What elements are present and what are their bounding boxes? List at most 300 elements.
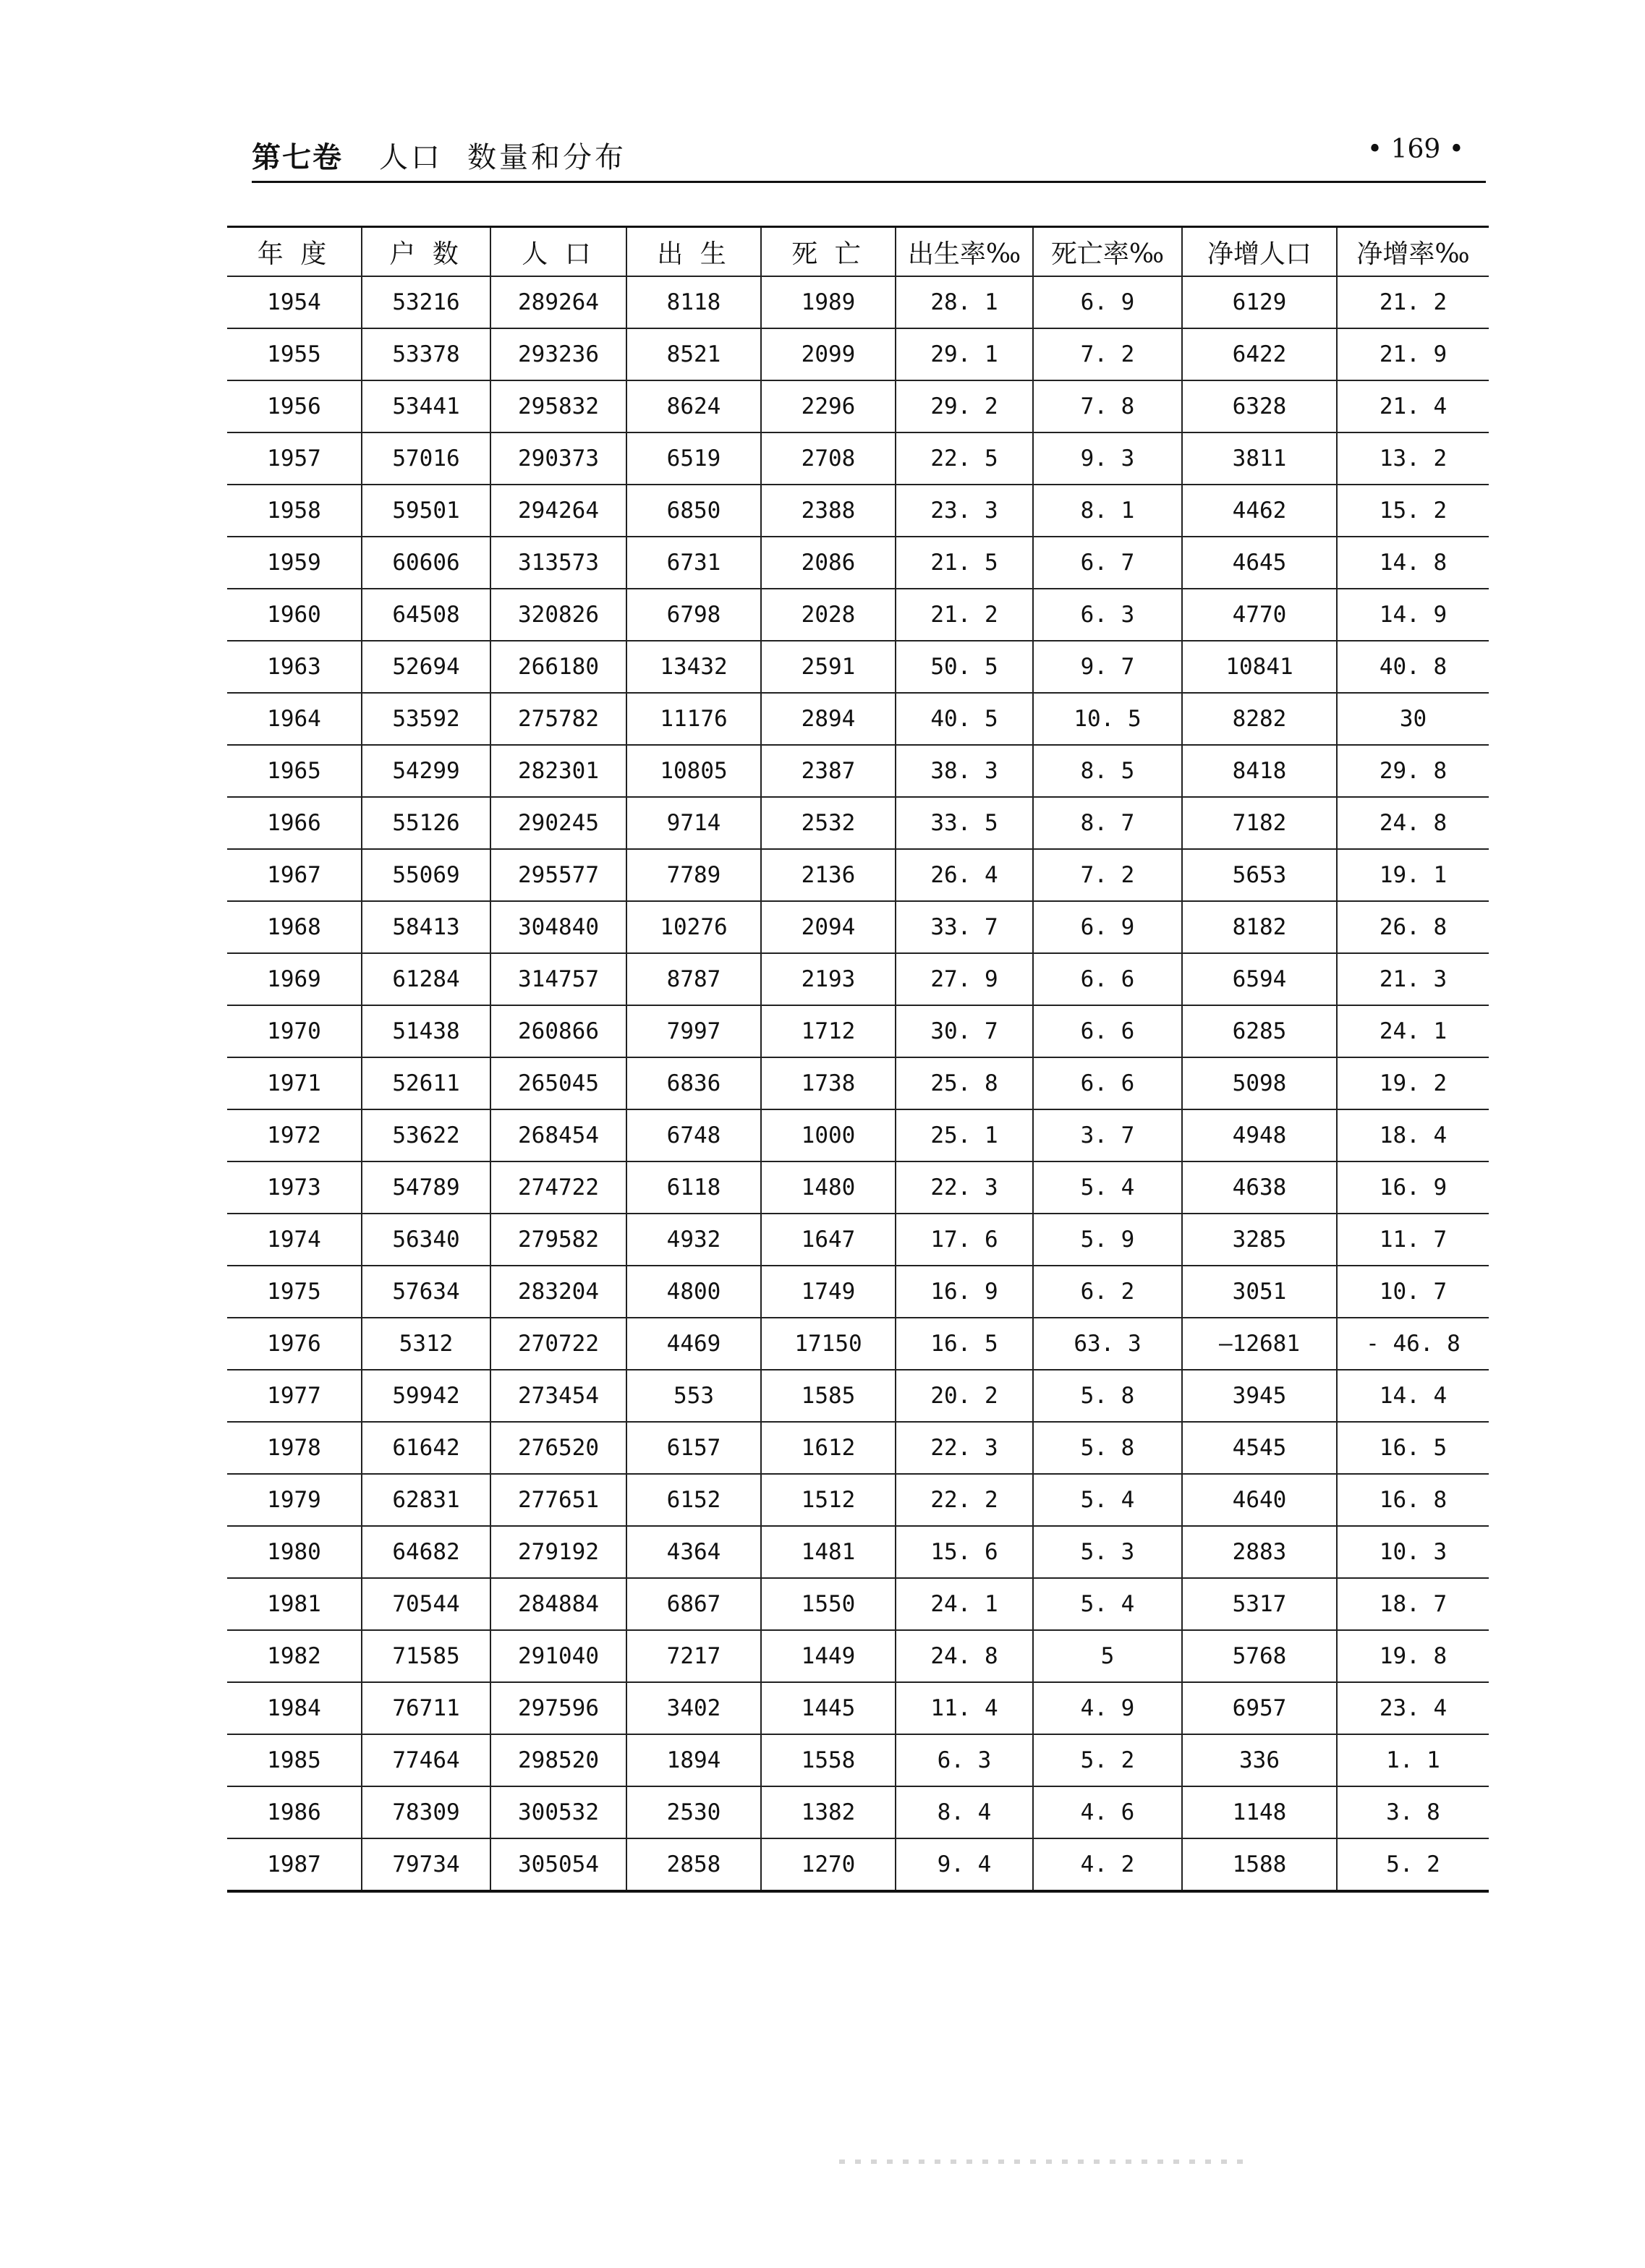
cell-births: 7217 (626, 1630, 761, 1682)
cell-year: 1954 (227, 276, 362, 328)
cell-net-increase: 6594 (1182, 953, 1337, 1005)
table-row (227, 849, 1489, 901)
cell-deaths: 1738 (761, 1057, 896, 1109)
table-row (227, 589, 1489, 641)
cell-death-rate: 7. 2 (1033, 328, 1182, 380)
cell-deaths: 1712 (761, 1005, 896, 1057)
cell-deaths: 1480 (761, 1161, 896, 1214)
cell-births: 6519 (626, 432, 761, 485)
cell-births: 553 (626, 1370, 761, 1422)
table-row (227, 745, 1489, 797)
cell-households: 52694 (362, 641, 490, 693)
table-row (227, 1786, 1489, 1838)
cell-year: 1955 (227, 328, 362, 380)
cell-death-rate: 8. 1 (1033, 485, 1182, 537)
cell-births: 8521 (626, 328, 761, 380)
table-row (227, 1161, 1489, 1214)
cell-year: 1974 (227, 1214, 362, 1266)
cell-birth-rate: 50. 5 (896, 641, 1033, 693)
cell-birth-rate: 25. 1 (896, 1109, 1033, 1161)
cell-death-rate: 4. 2 (1033, 1838, 1182, 1891)
cell-deaths: 2296 (761, 380, 896, 432)
cell-birth-rate: 21. 5 (896, 537, 1033, 589)
cell-birth-rate: 22. 3 (896, 1422, 1033, 1474)
cell-year: 1967 (227, 849, 362, 901)
cell-net-increase: 4948 (1182, 1109, 1337, 1161)
cell-households: 5312 (362, 1318, 490, 1370)
cell-net-increase: 4545 (1182, 1422, 1337, 1474)
page-number: • 169 • (1366, 135, 1464, 164)
cell-households: 54789 (362, 1161, 490, 1214)
cell-net-increase: 5317 (1182, 1578, 1337, 1630)
cell-death-rate: 9. 3 (1033, 432, 1182, 485)
cell-households: 61642 (362, 1422, 490, 1474)
cell-households: 57634 (362, 1266, 490, 1318)
cell-net-increase: 5098 (1182, 1057, 1337, 1109)
cell-deaths: 2193 (761, 953, 896, 1005)
table-row (227, 693, 1489, 745)
cell-deaths: 2086 (761, 537, 896, 589)
cell-net-rate: 15. 2 (1337, 485, 1489, 537)
cell-births: 4800 (626, 1266, 761, 1318)
cell-households: 78309 (362, 1786, 490, 1838)
cell-birth-rate: 21. 2 (896, 589, 1033, 641)
table-row (227, 1422, 1489, 1474)
cell-households: 60606 (362, 537, 490, 589)
cell-households: 64682 (362, 1526, 490, 1578)
table-row (227, 1474, 1489, 1526)
cell-birth-rate: 22. 3 (896, 1161, 1033, 1214)
scan-noise (839, 2160, 1244, 2164)
cell-birth-rate: 23. 3 (896, 485, 1033, 537)
cell-death-rate: 5. 9 (1033, 1214, 1182, 1266)
cell-net-increase: 3945 (1182, 1370, 1337, 1422)
cell-net-rate: 19. 8 (1337, 1630, 1489, 1682)
cell-households: 57016 (362, 432, 490, 485)
cell-net-increase: 5653 (1182, 849, 1337, 901)
cell-births: 4364 (626, 1526, 761, 1578)
cell-population: 300532 (490, 1786, 626, 1838)
col-header-birth-rate: 出生率‰ (896, 227, 1033, 277)
cell-births: 4469 (626, 1318, 761, 1370)
cell-death-rate: 5. 4 (1033, 1161, 1182, 1214)
volume-title: 第七卷 (252, 140, 343, 174)
cell-net-increase: 8282 (1182, 693, 1337, 745)
cell-net-increase: 1588 (1182, 1838, 1337, 1891)
cell-net-rate: 18. 7 (1337, 1578, 1489, 1630)
header-rule (252, 181, 1486, 183)
cell-deaths: 2388 (761, 485, 896, 537)
cell-households: 54299 (362, 745, 490, 797)
col-header-net-increase: 净增人口 (1182, 227, 1337, 277)
cell-death-rate: 5 (1033, 1630, 1182, 1682)
cell-households: 62831 (362, 1474, 490, 1526)
cell-births: 2858 (626, 1838, 761, 1891)
cell-year: 1975 (227, 1266, 362, 1318)
cell-population: 297596 (490, 1682, 626, 1734)
cell-birth-rate: 29. 2 (896, 380, 1033, 432)
cell-year: 1963 (227, 641, 362, 693)
running-header (252, 135, 1486, 178)
cell-births: 6748 (626, 1109, 761, 1161)
cell-households: 77464 (362, 1734, 490, 1786)
table-row (227, 1109, 1489, 1161)
cell-births: 4932 (626, 1214, 761, 1266)
cell-deaths: 1445 (761, 1682, 896, 1734)
cell-population: 304840 (490, 901, 626, 953)
cell-year: 1970 (227, 1005, 362, 1057)
table-row (227, 1266, 1489, 1318)
population-table (227, 226, 1489, 1893)
cell-birth-rate: 26. 4 (896, 849, 1033, 901)
cell-net-rate: 19. 2 (1337, 1057, 1489, 1109)
cell-death-rate: 3. 7 (1033, 1109, 1182, 1161)
cell-death-rate: 7. 2 (1033, 849, 1182, 901)
cell-year: 1959 (227, 537, 362, 589)
cell-birth-rate: 33. 7 (896, 901, 1033, 953)
table-row (227, 1734, 1489, 1786)
cell-births: 3402 (626, 1682, 761, 1734)
cell-population: 305054 (490, 1838, 626, 1891)
cell-net-increase: —12681 (1182, 1318, 1337, 1370)
cell-population: 276520 (490, 1422, 626, 1474)
table-row (227, 276, 1489, 328)
cell-death-rate: 5. 4 (1033, 1474, 1182, 1526)
cell-death-rate: 7. 8 (1033, 380, 1182, 432)
table-row (227, 1838, 1489, 1891)
table-row (227, 1682, 1489, 1734)
cell-year: 1971 (227, 1057, 362, 1109)
cell-death-rate: 6. 6 (1033, 1057, 1182, 1109)
cell-net-rate: 11. 7 (1337, 1214, 1489, 1266)
cell-net-increase: 6285 (1182, 1005, 1337, 1057)
cell-net-rate: 18. 4 (1337, 1109, 1489, 1161)
cell-death-rate: 6. 7 (1033, 537, 1182, 589)
cell-death-rate: 6. 9 (1033, 901, 1182, 953)
cell-net-increase: 6422 (1182, 328, 1337, 380)
cell-net-increase: 2883 (1182, 1526, 1337, 1578)
cell-deaths: 2028 (761, 589, 896, 641)
cell-births: 13432 (626, 641, 761, 693)
cell-net-increase: 6328 (1182, 380, 1337, 432)
table-row (227, 1214, 1489, 1266)
cell-net-increase: 1148 (1182, 1786, 1337, 1838)
cell-households: 76711 (362, 1682, 490, 1734)
cell-year: 1976 (227, 1318, 362, 1370)
cell-population: 265045 (490, 1057, 626, 1109)
cell-population: 320826 (490, 589, 626, 641)
cell-birth-rate: 29. 1 (896, 328, 1033, 380)
cell-population: 295577 (490, 849, 626, 901)
cell-deaths: 1270 (761, 1838, 896, 1891)
cell-birth-rate: 30. 7 (896, 1005, 1033, 1057)
cell-population: 298520 (490, 1734, 626, 1786)
col-header-net-rate: 净增率‰ (1337, 227, 1489, 277)
table-row (227, 432, 1489, 485)
cell-net-rate: 40. 8 (1337, 641, 1489, 693)
cell-birth-rate: 22. 5 (896, 432, 1033, 485)
cell-death-rate: 10. 5 (1033, 693, 1182, 745)
cell-population: 279192 (490, 1526, 626, 1578)
cell-net-increase: 4645 (1182, 537, 1337, 589)
cell-death-rate: 5. 3 (1033, 1526, 1182, 1578)
col-header-population: 人 口 (490, 227, 626, 277)
cell-population: 274722 (490, 1161, 626, 1214)
cell-households: 53592 (362, 693, 490, 745)
table-row (227, 485, 1489, 537)
cell-net-increase: 10841 (1182, 641, 1337, 693)
cell-death-rate: 4. 9 (1033, 1682, 1182, 1734)
cell-year: 1969 (227, 953, 362, 1005)
cell-net-increase: 6957 (1182, 1682, 1337, 1734)
cell-households: 55069 (362, 849, 490, 901)
cell-births: 8118 (626, 276, 761, 328)
cell-death-rate: 5. 4 (1033, 1578, 1182, 1630)
cell-year: 1973 (227, 1161, 362, 1214)
cell-net-rate: 29. 8 (1337, 745, 1489, 797)
cell-birth-rate: 40. 5 (896, 693, 1033, 745)
cell-net-increase: 3051 (1182, 1266, 1337, 1318)
cell-net-increase: 3811 (1182, 432, 1337, 485)
table-row (227, 1005, 1489, 1057)
cell-deaths: 1558 (761, 1734, 896, 1786)
cell-deaths: 1481 (761, 1526, 896, 1578)
cell-births: 6850 (626, 485, 761, 537)
table-row (227, 537, 1489, 589)
cell-net-rate: 10. 3 (1337, 1526, 1489, 1578)
cell-deaths: 2387 (761, 745, 896, 797)
cell-year: 1978 (227, 1422, 362, 1474)
cell-birth-rate: 9. 4 (896, 1838, 1033, 1891)
col-header-death-rate: 死亡率‰ (1033, 227, 1182, 277)
col-header-births: 出 生 (626, 227, 761, 277)
col-header-year: 年 度 (227, 227, 362, 277)
table-row (227, 953, 1489, 1005)
cell-births: 6157 (626, 1422, 761, 1474)
cell-households: 61284 (362, 953, 490, 1005)
table-body (227, 276, 1489, 1891)
table-row (227, 1318, 1489, 1370)
cell-death-rate: 63. 3 (1033, 1318, 1182, 1370)
cell-year: 1956 (227, 380, 362, 432)
cell-net-rate: 14. 8 (1337, 537, 1489, 589)
cell-households: 51438 (362, 1005, 490, 1057)
cell-birth-rate: 27. 9 (896, 953, 1033, 1005)
cell-deaths: 1585 (761, 1370, 896, 1422)
cell-births: 6152 (626, 1474, 761, 1526)
cell-year: 1957 (227, 432, 362, 485)
cell-year: 1985 (227, 1734, 362, 1786)
cell-births: 6867 (626, 1578, 761, 1630)
cell-births: 2530 (626, 1786, 761, 1838)
cell-year: 1966 (227, 797, 362, 849)
cell-net-rate: 23. 4 (1337, 1682, 1489, 1734)
cell-population: 290373 (490, 432, 626, 485)
cell-births: 6731 (626, 537, 761, 589)
cell-population: 290245 (490, 797, 626, 849)
cell-net-rate: 1. 1 (1337, 1734, 1489, 1786)
cell-population: 275782 (490, 693, 626, 745)
cell-net-rate: 30 (1337, 693, 1489, 745)
cell-population: 283204 (490, 1266, 626, 1318)
table-row (227, 1578, 1489, 1630)
cell-population: 260866 (490, 1005, 626, 1057)
cell-population: 294264 (490, 485, 626, 537)
cell-birth-rate: 8. 4 (896, 1786, 1033, 1838)
cell-year: 1972 (227, 1109, 362, 1161)
cell-births: 11176 (626, 693, 761, 745)
cell-net-increase: 8418 (1182, 745, 1337, 797)
cell-birth-rate: 16. 9 (896, 1266, 1033, 1318)
cell-births: 6836 (626, 1057, 761, 1109)
cell-households: 59942 (362, 1370, 490, 1422)
cell-births: 7789 (626, 849, 761, 901)
table-row (227, 797, 1489, 849)
cell-birth-rate: 33. 5 (896, 797, 1033, 849)
cell-deaths: 17150 (761, 1318, 896, 1370)
cell-net-increase: 4638 (1182, 1161, 1337, 1214)
cell-households: 53622 (362, 1109, 490, 1161)
cell-net-rate: 16. 5 (1337, 1422, 1489, 1474)
cell-population: 289264 (490, 276, 626, 328)
cell-birth-rate: 22. 2 (896, 1474, 1033, 1526)
cell-net-rate: 21. 9 (1337, 328, 1489, 380)
cell-births: 1894 (626, 1734, 761, 1786)
cell-net-rate: 24. 8 (1337, 797, 1489, 849)
cell-population: 270722 (490, 1318, 626, 1370)
cell-year: 1984 (227, 1682, 362, 1734)
cell-deaths: 1989 (761, 276, 896, 328)
cell-birth-rate: 15. 6 (896, 1526, 1033, 1578)
section-title-part-2: 数量和分布 (467, 141, 626, 174)
cell-net-rate: 16. 8 (1337, 1474, 1489, 1526)
cell-population: 279582 (490, 1214, 626, 1266)
col-header-deaths: 死 亡 (761, 227, 896, 277)
cell-net-rate: 21. 4 (1337, 380, 1489, 432)
cell-year: 1968 (227, 901, 362, 953)
cell-households: 71585 (362, 1630, 490, 1682)
cell-year: 1987 (267, 1851, 321, 1877)
cell-year: 1958 (227, 485, 362, 537)
cell-deaths: 1647 (761, 1214, 896, 1266)
table-row (227, 328, 1489, 380)
cell-households: 59501 (362, 485, 490, 537)
cell-deaths: 1512 (761, 1474, 896, 1526)
cell-death-rate: 9. 7 (1033, 641, 1182, 693)
cell-net-increase: 5768 (1182, 1630, 1337, 1682)
cell-year: 1981 (227, 1578, 362, 1630)
cell-deaths: 1000 (761, 1109, 896, 1161)
cell-net-increase: 336 (1182, 1734, 1337, 1786)
cell-death-rate: 6. 9 (1033, 276, 1182, 328)
cell-death-rate: 5. 2 (1033, 1734, 1182, 1786)
cell-year: 1980 (227, 1526, 362, 1578)
cell-net-increase: 4640 (1182, 1474, 1337, 1526)
table-row (227, 1370, 1489, 1422)
table-row (227, 901, 1489, 953)
cell-birth-rate: 16. 5 (896, 1318, 1033, 1370)
cell-net-rate: 14. 9 (1337, 589, 1489, 641)
cell-population: 314757 (490, 953, 626, 1005)
cell-death-rate: 5. 8 (1033, 1422, 1182, 1474)
cell-population: 295832 (490, 380, 626, 432)
cell-population: 293236 (490, 328, 626, 380)
table-row (227, 1630, 1489, 1682)
cell-deaths: 2136 (761, 849, 896, 901)
cell-births: 6798 (626, 589, 761, 641)
cell-population: 313573 (490, 537, 626, 589)
cell-deaths: 2591 (761, 641, 896, 693)
cell-year: 1979 (227, 1474, 362, 1526)
cell-net-rate: 5. 2 (1337, 1838, 1489, 1891)
cell-households: 58413 (362, 901, 490, 953)
cell-birth-rate: 28. 1 (896, 276, 1033, 328)
cell-birth-rate: 24. 8 (896, 1630, 1033, 1682)
cell-death-rate: 8. 5 (1033, 745, 1182, 797)
cell-birth-rate: 20. 2 (896, 1370, 1033, 1422)
cell-population: 277651 (490, 1474, 626, 1526)
cell-net-increase: 6129 (1182, 276, 1337, 328)
cell-population: 268454 (490, 1109, 626, 1161)
cell-population: 284884 (490, 1578, 626, 1630)
cell-death-rate: 8. 7 (1033, 797, 1182, 849)
cell-death-rate: 6. 2 (1033, 1266, 1182, 1318)
cell-birth-rate: 17. 6 (896, 1214, 1033, 1266)
cell-deaths: 1550 (761, 1578, 896, 1630)
table-header-row (227, 227, 1489, 277)
cell-birth-rate: 6. 3 (896, 1734, 1033, 1786)
cell-net-rate: 21. 2 (1337, 276, 1489, 328)
cell-death-rate: 6. 6 (1033, 953, 1182, 1005)
cell-birth-rate: 25. 8 (896, 1057, 1033, 1109)
cell-year: 1964 (227, 693, 362, 745)
cell-households: 56340 (362, 1214, 490, 1266)
cell-death-rate: 4. 6 (1033, 1786, 1182, 1838)
cell-year: 1965 (227, 745, 362, 797)
population-table-container (227, 226, 1489, 1893)
cell-deaths: 2099 (761, 328, 896, 380)
cell-net-rate: 16. 9 (1337, 1161, 1489, 1214)
cell-net-increase: 4770 (1182, 589, 1337, 641)
cell-birth-rate: 11. 4 (896, 1682, 1033, 1734)
cell-births: 6118 (626, 1161, 761, 1214)
cell-births: 10276 (626, 901, 761, 953)
cell-population: 266180 (490, 641, 626, 693)
cell-net-rate: 21. 3 (1337, 953, 1489, 1005)
cell-death-rate: 5. 8 (1033, 1370, 1182, 1422)
cell-deaths: 2094 (761, 901, 896, 953)
cell-net-rate: 26. 8 (1337, 901, 1489, 953)
table-row (227, 1057, 1489, 1109)
cell-deaths: 2532 (761, 797, 896, 849)
cell-births: 7997 (626, 1005, 761, 1057)
cell-birth-rate: 38. 3 (896, 745, 1033, 797)
table-row (227, 641, 1489, 693)
cell-households: 70544 (362, 1578, 490, 1630)
cell-households: 53441 (362, 380, 490, 432)
cell-births: 8624 (626, 380, 761, 432)
cell-population: 291040 (490, 1630, 626, 1682)
cell-deaths: 2894 (761, 693, 896, 745)
cell-deaths: 1749 (761, 1266, 896, 1318)
cell-net-increase: 3285 (1182, 1214, 1337, 1266)
cell-births: 10805 (626, 745, 761, 797)
cell-net-rate: - 46. 8 (1337, 1318, 1489, 1370)
cell-deaths: 1382 (761, 1786, 896, 1838)
cell-net-rate: 10. 7 (1337, 1266, 1489, 1318)
cell-households: 79734 (362, 1838, 490, 1891)
cell-population: 273454 (490, 1370, 626, 1422)
